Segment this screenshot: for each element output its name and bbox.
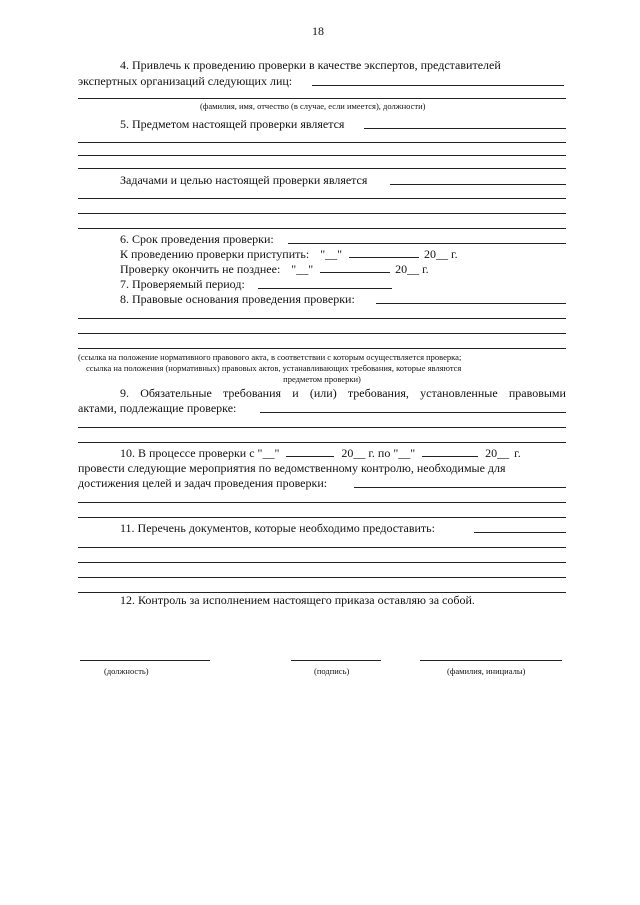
page-number: 18 [312, 24, 324, 38]
item9-word: 9. [120, 386, 129, 400]
name-caption: (фамилия, инициалы) [447, 666, 526, 676]
item10-mid: г. по [368, 446, 391, 460]
quote-close: " [337, 247, 342, 261]
year-blank[interactable]: __ [497, 446, 510, 460]
name-signature-line[interactable] [420, 660, 562, 661]
item8-line[interactable] [78, 318, 566, 319]
item10-prefix: 10. В процессе проверки с [120, 446, 255, 460]
item6-end-label: Проверку окончить не позднее: [120, 262, 281, 276]
item9-fill-line[interactable] [260, 412, 566, 413]
item9-word: требования, [347, 386, 409, 400]
quote-open: " [257, 446, 263, 460]
item9-word: установленные [420, 386, 498, 400]
month-field[interactable] [349, 247, 419, 258]
day-blank[interactable]: __ [325, 247, 338, 261]
item11-fill-line[interactable] [474, 532, 566, 533]
tasks-label: Задачами и целью настоящей проверки является [120, 173, 368, 187]
day-blank[interactable]: __ [296, 262, 309, 276]
year-blank[interactable]: __ [407, 262, 420, 276]
month-field[interactable] [286, 446, 334, 457]
item10-unit: г. [514, 446, 521, 460]
item4-caption: (фамилия, имя, отчество (в случае, если имеется), должности) [200, 101, 426, 111]
item10-line[interactable] [78, 517, 566, 518]
item6-start-label: К проведению проверки приступить: [120, 247, 310, 261]
item4-line1: 4. Привлечь к проведению проверки в качестве экспертов, представителей [120, 58, 501, 72]
day-blank[interactable]: __ [262, 446, 275, 460]
item9-word: требования [223, 386, 282, 400]
tasks-line[interactable] [78, 213, 566, 214]
item10-line2: провести следующие мероприятия по ведомственному контролю, необходимые для [78, 461, 506, 475]
quote-open: " [393, 446, 399, 460]
item5-fill-line[interactable] [364, 128, 566, 129]
item9-line[interactable] [78, 442, 566, 443]
year-prefix: 20 [341, 446, 354, 460]
item10-fill-line[interactable] [354, 487, 566, 488]
item11-line[interactable] [78, 577, 566, 578]
item10-line3: достижения целей и задач проведения проверки: [78, 476, 328, 490]
item4-line2: экспертных организаций следующих лиц: [78, 74, 293, 88]
tasks-line[interactable] [78, 228, 566, 229]
item5-line[interactable] [78, 155, 566, 156]
item9-word: (или) [309, 386, 337, 400]
item6-fill-line[interactable] [288, 243, 566, 244]
item9-word: правовыми [508, 386, 566, 400]
item5-line[interactable] [78, 168, 566, 169]
signature-line[interactable] [291, 660, 381, 661]
day-blank[interactable]: __ [398, 446, 411, 460]
tasks-fill-line[interactable] [390, 184, 566, 185]
item8-caption-2: ссылка на положения (нормативных) правовых актов, устанавливающих требования, которые являются [86, 363, 462, 373]
year-unit: г. [422, 262, 429, 276]
item11-line[interactable] [78, 547, 566, 548]
year-blank[interactable]: __ [353, 446, 366, 460]
quote-open: " [291, 262, 297, 276]
item7-label: 7. Проверяемый период: [120, 277, 245, 291]
item9-word: Обязательные [140, 386, 212, 400]
quote-close: " [274, 446, 280, 460]
item8-label: 8. Правовые основания проведения проверки: [120, 292, 355, 306]
month-field[interactable] [320, 262, 390, 273]
item11-line[interactable] [78, 562, 566, 563]
quote-close: " [410, 446, 416, 460]
item8-caption-3: предметом проверки) [283, 374, 361, 384]
item12-text: 12. Контроль за исполнением настоящего приказа оставляю за собой. [120, 593, 475, 607]
item5-line[interactable] [78, 142, 566, 143]
tasks-line[interactable] [78, 198, 566, 199]
quote-close: " [308, 262, 314, 276]
item8-fill-line[interactable] [376, 303, 566, 304]
item4-line[interactable] [78, 98, 566, 99]
year-prefix: 20 [424, 247, 436, 261]
item4-fill-line[interactable] [312, 85, 564, 86]
position-caption: (должность) [104, 666, 149, 676]
year-prefix: 20 [485, 446, 498, 460]
year-prefix: 20 [395, 262, 408, 276]
item6-start-row [120, 247, 458, 261]
item10-line1 [120, 446, 521, 460]
item8-line[interactable] [78, 348, 566, 349]
item10-line[interactable] [78, 502, 566, 503]
item6-end-row [120, 262, 429, 276]
year-blank[interactable]: __ [436, 247, 448, 261]
item9-line2: актами, подлежащие проверке: [78, 401, 237, 415]
item9-line1 [120, 386, 566, 400]
signature-caption: (подпись) [314, 666, 350, 676]
item5-label: 5. Предметом настоящей проверки является [120, 117, 345, 131]
item11-label: 11. Перечень документов, которые необходимо предоставить: [120, 521, 435, 535]
item8-line[interactable] [78, 333, 566, 334]
item6-label: 6. Срок проведения проверки: [120, 232, 274, 246]
item9-line[interactable] [78, 427, 566, 428]
item8-caption-1: (ссылка на положение нормативного правового акта, в соответствии с которым осуществляется проверка; [78, 352, 462, 362]
position-signature-line[interactable] [80, 660, 210, 661]
item7-fill-line[interactable] [258, 288, 392, 289]
quote-open: " [320, 247, 326, 261]
year-unit: г. [451, 247, 458, 261]
month-field[interactable] [422, 446, 478, 457]
item9-word: и [292, 386, 299, 400]
